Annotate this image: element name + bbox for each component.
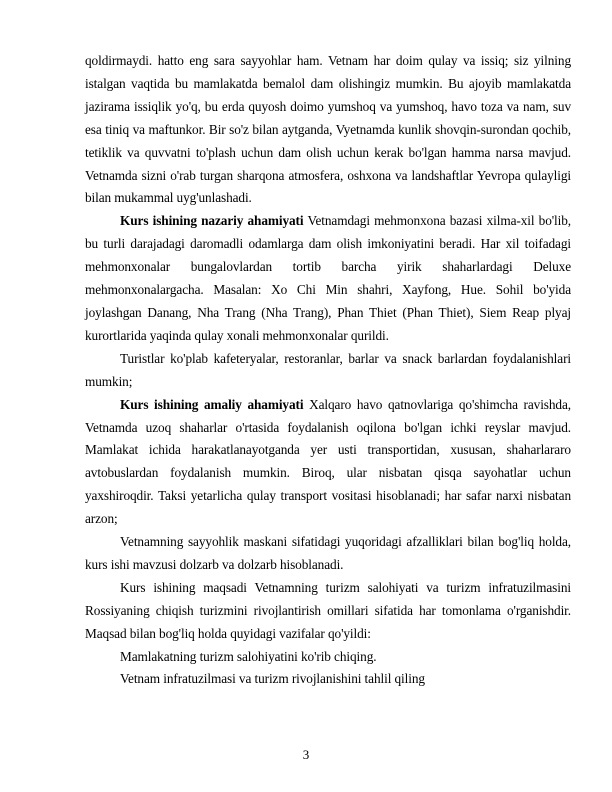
paragraph-relevance: Vetnamning sayyohlik maskani sifatidagi yuqoridagi afzalliklari bilan bog'liq holda, kurs ishi mavzusi dolzarb va dolzarb hisoblanadi. [85,534,571,572]
paragraph-task-2: Vetnam infratuzilmasi va turizm rivojlanishini tahlil qiling [120,671,425,687]
paragraph-goal: Kurs ishining maqsadi Vetnamning turizm salohiyati va turizm infratuzilmasini Rossiyaning chiqish turizmini rivojlantirish omillari sifatida har tomonlama o'rganishdir. Maqsad bilan bog'liq holda quyidagi vazifalar qo'yildi: [85,579,571,641]
text-theoretical-significance: Vetnamdagi mehmonxona bazasi xilma-xil bo'lib, bu turli darajadagi daromadli odamlarga dam olish imkoniyatini beradi. Har xil toifadagi mehmonxonalar bungalovlardan tortib barcha yirik shaharlardagi Deluxe mehmonxonalargacha. Masalan: Xo Chi Min shahri, Xayfong, Hue. Sohil bo'yida joylashgan Danang, Nha Trang (Nha Trang), Phan Thiet (Phan Thiet), Siem Reap plyaj kurortlarida yaqinda qulay xonali mehmonxonalar qurildi. [85,213,571,343]
heading-theoretical-significance: Kurs ishining nazariy ahamiyati [120,213,304,229]
paragraph-practical-significance [85,394,571,531]
page-number: 3 [302,747,310,762]
document-body [85,50,571,691]
paragraph-intro: qoldirmaydi. hatto eng sara sayyohlar ham. Vetnam har doim qulay va issiq; siz yilning istalgan vaqtida bu mamlakatda bemalol dam olishingiz mumkin. Bu ajoyib mamlakatda jazirama issiqlik yo'q, bu erda quyosh doimo yumshoq va yumshoq, havo toza va nam, suv esa tiniq va maftunkor. Bir so'z bilan aytganda, Vyetnamda kunlik shovqin-surondan qochib, tetiklik va quvvatni to'plash uchun dam olish uchun kerak bo'lgan hamma narsa mavjud. Vetnamda sizni o'rab turgan sharqona atmosfera, oshxona va landshaftlar Yevropa qulayligi bilan mukammal uyg'unlashadi. [85,53,571,206]
paragraph-task-1: Mamlakatning turizm salohiyatini ko'rib chiqing. [120,648,377,664]
paragraph-tourists: Turistlar ko'plab kafeteryalar, restoranlar, barlar va snack barlardan foydalanishlari mumkin; [85,350,571,389]
text-practical-significance: Xalqaro havo qatnovlariga qo'shimcha ravishda, Vetnamda uzoq shaharlar o'rtasida foydalanish oqilona bo'lgan ichki reyslar mavjud. Mamlakat ichida harakatlanayotganda yer usti transportidan, xususan, shaharlararo avtobuslardan foydalanish mumkin. Biroq, ular nisbatan qisqa sayohatlar uchun yaxshiroqdir. Taksi yetarlicha qulay transport vositasi hisoblanadi; har safar narxi nisbatan arzon; [85,396,571,527]
heading-practical-significance: Kurs ishining amaliy ahamiyati [120,396,304,412]
paragraph-theoretical-significance [85,210,571,347]
